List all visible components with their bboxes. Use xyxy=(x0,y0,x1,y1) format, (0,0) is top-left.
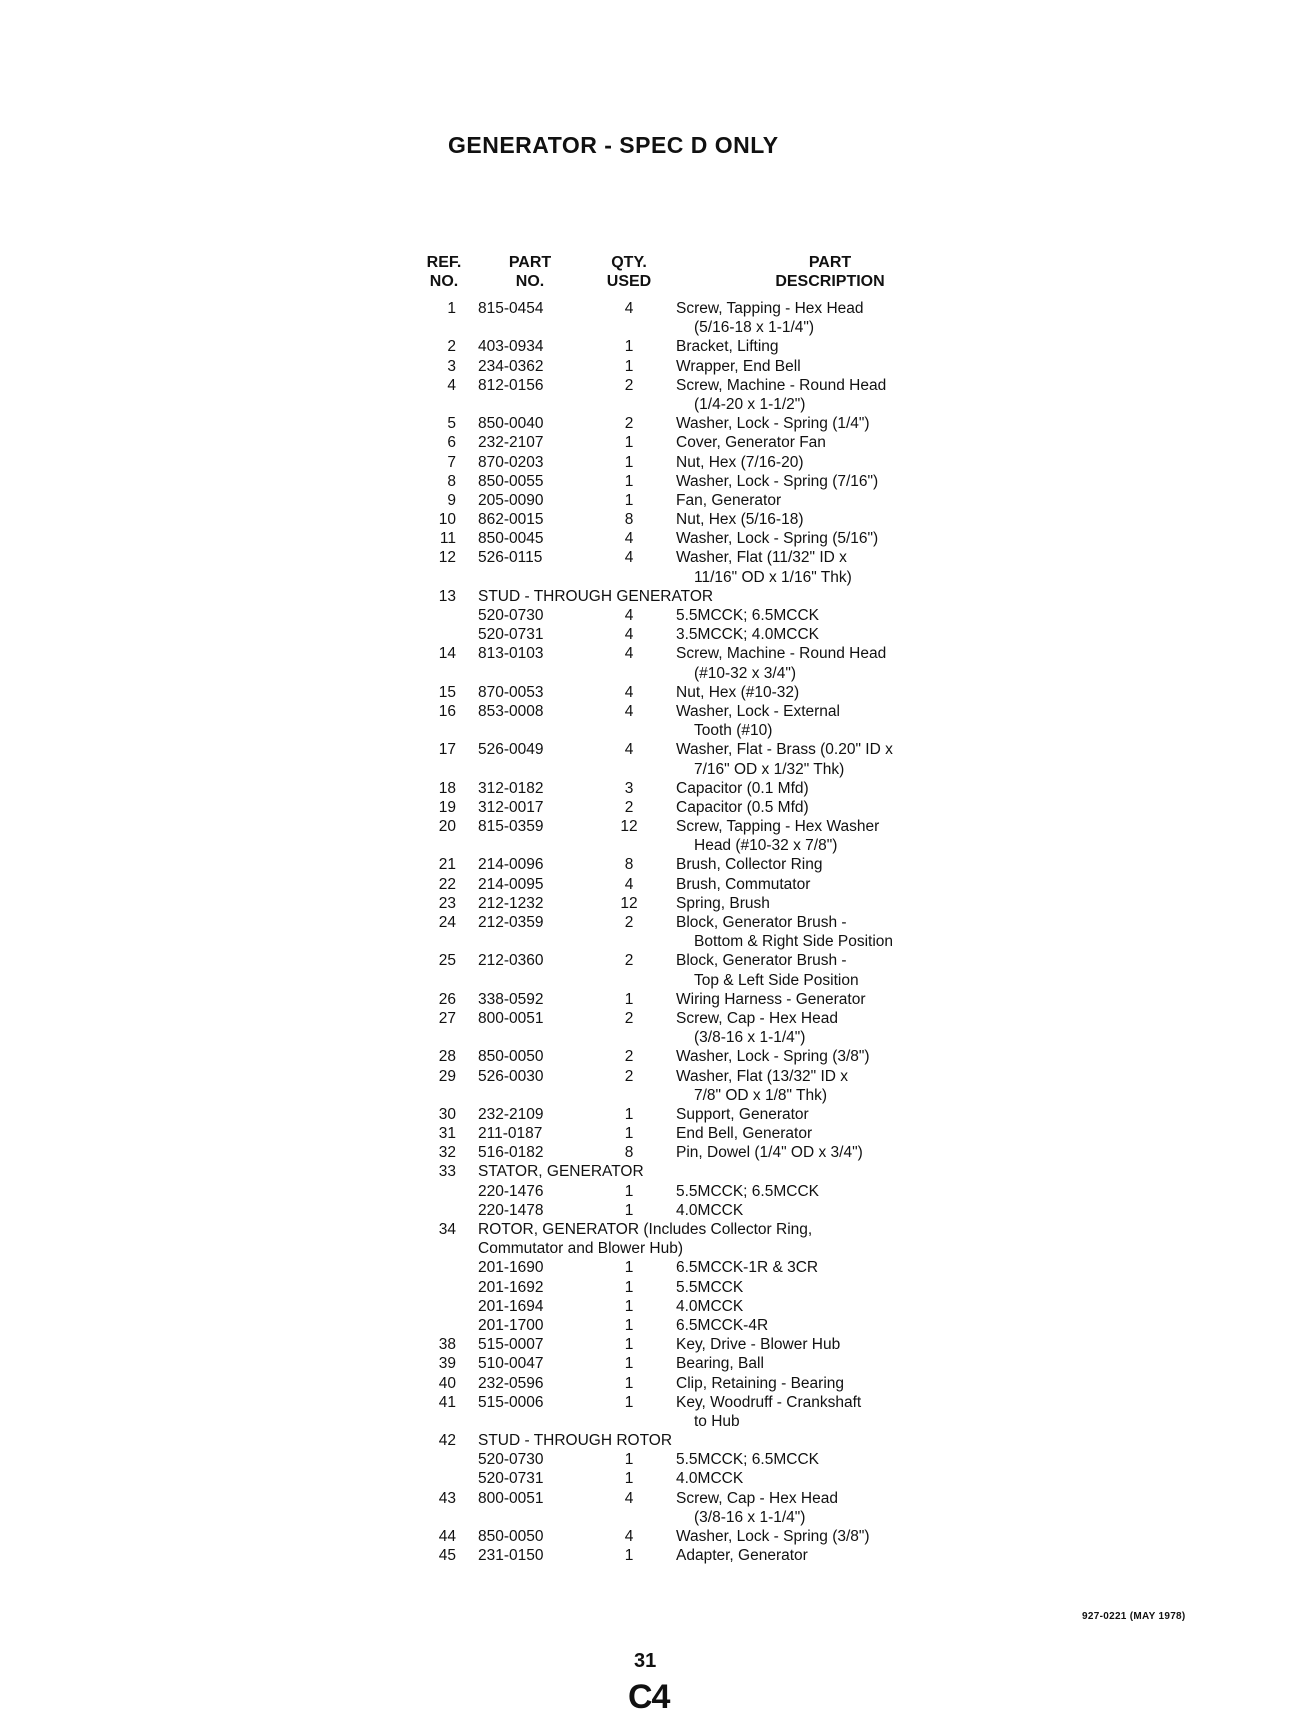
part-description: Bracket, Lifting xyxy=(676,338,779,356)
part-number: 232-2107 xyxy=(478,434,544,452)
part-number: 338-0592 xyxy=(478,990,544,1008)
table-row xyxy=(0,875,1314,894)
part-description-continued: (3/8-16 x 1-1/4") xyxy=(694,1508,806,1526)
quantity-used: 1 xyxy=(624,1470,634,1488)
table-row xyxy=(0,644,1314,663)
part-description-continued: to Hub xyxy=(694,1412,740,1430)
part-number: 211-0187 xyxy=(478,1125,543,1143)
quantity-used: 1 xyxy=(624,338,634,356)
ref-number: 40 xyxy=(438,1374,456,1392)
table-row xyxy=(0,971,1314,990)
ref-number: 30 xyxy=(438,1105,456,1123)
quantity-used: 1 xyxy=(624,1316,634,1334)
part-description: 5.5MCCK; 6.5MCCK xyxy=(676,1182,819,1200)
quantity-used: 1 xyxy=(624,357,634,375)
part-description-continued: (#10-32 x 3/4") xyxy=(694,664,796,682)
part-number: 850-0050 xyxy=(478,1048,544,1066)
part-description: End Bell, Generator xyxy=(676,1125,813,1143)
table-row xyxy=(0,913,1314,932)
part-description: 5.5MCCK; 6.5MCCK xyxy=(676,1451,819,1469)
ref-number: 26 xyxy=(438,990,456,1008)
part-description: Washer, Lock - Spring (3/8") xyxy=(676,1528,870,1545)
header-ref-no: REF. NO. xyxy=(426,254,462,290)
quantity-used: 1 xyxy=(624,1259,634,1277)
part-description: Block, Generator Brush - xyxy=(676,952,847,970)
part-description: Clip, Retaining - Bearing xyxy=(676,1374,845,1392)
table-row xyxy=(0,1124,1314,1143)
part-description-continued: (5/16-18 x 1-1/4") xyxy=(694,319,815,337)
ref-number: 5 xyxy=(447,415,456,433)
part-description-continued: (3/8-16 x 1-1/4") xyxy=(694,1029,806,1047)
quantity-used: 1 xyxy=(624,1278,634,1296)
table-row xyxy=(0,779,1314,798)
table-row xyxy=(0,990,1314,1009)
part-description: Wiring Harness - Generator xyxy=(676,990,866,1008)
quantity-used: 4 xyxy=(624,702,634,720)
part-description: Washer, Flat (11/32" ID x xyxy=(676,549,847,567)
part-number: 520-0730 xyxy=(478,607,544,624)
part-number: 403-0934 xyxy=(478,338,544,356)
part-description: Screw, Machine - Round Head xyxy=(676,376,887,394)
table-row xyxy=(0,1508,1314,1527)
part-description: 6.5MCCK-4R xyxy=(676,1316,769,1334)
quantity-used: 4 xyxy=(624,875,634,893)
part-description-continued: (1/4-20 x 1-1/2") xyxy=(694,395,806,413)
quantity-used: 3 xyxy=(624,779,634,797)
part-description: Washer, Lock - Spring (3/8") xyxy=(676,1048,870,1066)
quantity-used: 1 xyxy=(624,1451,634,1469)
quantity-used: 4 xyxy=(624,530,634,548)
header-part-no: PART NO. xyxy=(508,254,552,290)
quantity-used: 4 xyxy=(624,607,634,624)
table-row xyxy=(0,1086,1314,1105)
table-row xyxy=(0,357,1314,376)
table-row xyxy=(0,510,1314,529)
part-description: Washer, Lock - External xyxy=(676,702,840,720)
ref-number: 15 xyxy=(438,683,456,701)
ref-number: 29 xyxy=(438,1067,456,1085)
quantity-used: 8 xyxy=(624,511,634,529)
part-description: Screw, Tapping - Hex Washer xyxy=(676,818,880,836)
part-description: Cover, Generator Fan xyxy=(676,434,826,452)
ref-number: 22 xyxy=(438,875,456,893)
ref-number: 44 xyxy=(438,1528,456,1545)
part-number: 520-0731 xyxy=(478,626,544,644)
quantity-used: 4 xyxy=(624,741,634,759)
part-description-continued: Head (#10-32 x 7/8") xyxy=(694,837,838,855)
table-row xyxy=(0,529,1314,548)
part-number: 220-1478 xyxy=(478,1201,544,1219)
quantity-used: 1 xyxy=(624,472,634,490)
part-description: Fan, Generator xyxy=(676,491,782,509)
ref-number: 6 xyxy=(447,434,456,452)
quantity-used: 12 xyxy=(620,818,638,836)
ref-number: 43 xyxy=(438,1489,456,1507)
ref-number: 2 xyxy=(447,338,456,356)
table-row xyxy=(0,1354,1314,1373)
part-number: 815-0359 xyxy=(478,818,544,836)
part-description: Capacitor (0.1 Mfd) xyxy=(676,779,809,797)
part-number: 212-0360 xyxy=(478,952,544,970)
quantity-used: 12 xyxy=(620,894,638,912)
table-row xyxy=(0,414,1314,433)
ref-number: 17 xyxy=(438,741,456,759)
table-row xyxy=(0,606,1314,625)
part-description-continued: Bottom & Right Side Position xyxy=(694,933,894,951)
ref-number: 19 xyxy=(438,798,456,816)
ref-number: 20 xyxy=(438,818,456,836)
part-description: Screw, Machine - Round Head xyxy=(676,645,887,663)
part-number: 232-0596 xyxy=(478,1374,544,1392)
part-description: Washer, Lock - Spring (5/16") xyxy=(676,530,879,548)
quantity-used: 2 xyxy=(624,1009,634,1027)
part-number: 201-1692 xyxy=(478,1278,544,1296)
part-description: Washer, Flat (13/32" ID x xyxy=(676,1067,849,1085)
part-description: Washer, Lock - Spring (7/16") xyxy=(676,472,879,490)
table-row xyxy=(0,1009,1314,1028)
table-row xyxy=(0,740,1314,759)
ref-number: 39 xyxy=(438,1355,456,1373)
table-row xyxy=(0,568,1314,587)
ref-number: 33 xyxy=(438,1163,456,1181)
ref-number: 27 xyxy=(438,1009,456,1027)
part-description-continued: Top & Left Side Position xyxy=(694,971,859,989)
table-row xyxy=(0,664,1314,683)
part-description: Washer, Lock - Spring (1/4") xyxy=(676,415,870,433)
quantity-used: 2 xyxy=(624,1067,634,1085)
table-row xyxy=(0,683,1314,702)
quantity-used: 1 xyxy=(624,1182,634,1200)
ref-number: 13 xyxy=(438,587,456,605)
quantity-used: 2 xyxy=(624,914,634,931)
part-number: 526-0049 xyxy=(478,741,544,759)
group-heading: STATOR, GENERATOR xyxy=(478,1163,644,1181)
part-description: Pin, Dowel (1/4" OD x 3/4") xyxy=(676,1144,863,1162)
part-number: 234-0362 xyxy=(478,357,544,375)
table-row xyxy=(0,1450,1314,1469)
table-row xyxy=(0,472,1314,491)
table-row xyxy=(0,625,1314,644)
table-row xyxy=(0,337,1314,356)
quantity-used: 2 xyxy=(624,952,634,970)
table-row xyxy=(0,1316,1314,1335)
part-description: 4.0MCCK xyxy=(676,1470,744,1488)
table-row xyxy=(0,855,1314,874)
part-description: Screw, Cap - Hex Head xyxy=(676,1009,838,1027)
part-number: 862-0015 xyxy=(478,511,544,529)
ref-number: 21 xyxy=(438,856,456,874)
ref-number: 9 xyxy=(447,491,456,509)
part-number: 220-1476 xyxy=(478,1182,544,1200)
part-description: Block, Generator Brush - xyxy=(676,914,847,931)
ref-number: 45 xyxy=(438,1547,456,1565)
quantity-used: 1 xyxy=(624,1374,634,1392)
ref-number: 34 xyxy=(438,1221,456,1238)
part-number: 231-0150 xyxy=(478,1547,544,1565)
table-row xyxy=(0,1258,1314,1277)
part-number: 516-0182 xyxy=(478,1144,544,1162)
header-qty-used: QTY. USED xyxy=(606,254,652,290)
table-header xyxy=(0,253,1314,293)
part-description: Capacitor (0.5 Mfd) xyxy=(676,798,809,816)
table-row xyxy=(0,548,1314,567)
part-description: Screw, Cap - Hex Head xyxy=(676,1489,838,1507)
quantity-used: 2 xyxy=(624,415,634,433)
quantity-used: 1 xyxy=(624,1393,634,1411)
table-row xyxy=(0,1047,1314,1066)
ref-number: 25 xyxy=(438,952,456,970)
part-number: 201-1700 xyxy=(478,1316,544,1334)
ref-number: 23 xyxy=(438,894,456,912)
quantity-used: 4 xyxy=(624,1489,634,1507)
parts-table xyxy=(0,299,1314,1565)
quantity-used: 1 xyxy=(624,1201,634,1219)
part-description-continued: 7/16" OD x 1/32" Thk) xyxy=(694,760,845,778)
part-description-continued: Tooth (#10) xyxy=(694,722,773,740)
table-row xyxy=(0,318,1314,337)
part-description: Washer, Flat - Brass (0.20" ID x xyxy=(676,741,893,759)
ref-number: 12 xyxy=(438,549,456,567)
table-row xyxy=(0,1469,1314,1488)
table-row xyxy=(0,1297,1314,1316)
part-description: 4.0MCCK xyxy=(676,1201,744,1219)
ref-number: 14 xyxy=(438,645,456,663)
table-row xyxy=(0,1393,1314,1412)
part-number: 515-0007 xyxy=(478,1336,544,1354)
table-row xyxy=(0,702,1314,721)
part-number: 212-1232 xyxy=(478,894,544,912)
table-row xyxy=(0,1067,1314,1086)
table-row xyxy=(0,1335,1314,1354)
ref-number: 28 xyxy=(438,1048,456,1066)
ref-number: 38 xyxy=(438,1336,456,1354)
ref-number: 31 xyxy=(438,1125,456,1143)
table-row xyxy=(0,951,1314,970)
part-description: 6.5MCCK-1R & 3CR xyxy=(676,1259,819,1277)
part-number: 853-0008 xyxy=(478,702,544,720)
table-row xyxy=(0,894,1314,913)
ref-number: 8 xyxy=(447,472,456,490)
part-description: 3.5MCCK; 4.0MCCK xyxy=(676,626,819,644)
part-number: 850-0040 xyxy=(478,415,544,433)
quantity-used: 2 xyxy=(624,798,634,816)
ref-number: 11 xyxy=(439,530,456,548)
table-row xyxy=(0,1489,1314,1508)
quantity-used: 2 xyxy=(624,376,634,394)
part-description: 5.5MCCK; 6.5MCCK xyxy=(676,607,819,624)
table-row xyxy=(0,1412,1314,1431)
table-row xyxy=(0,817,1314,836)
group-heading: ROTOR, GENERATOR (Includes Collector Ring, xyxy=(478,1221,813,1238)
table-row xyxy=(0,1143,1314,1162)
part-number: 520-0730 xyxy=(478,1451,544,1469)
ref-number: 16 xyxy=(438,702,456,720)
page-title: GENERATOR - SPEC D ONLY xyxy=(448,132,779,158)
part-number: 813-0103 xyxy=(478,645,544,663)
table-row xyxy=(0,587,1314,606)
ref-number: 41 xyxy=(438,1393,456,1411)
part-number: 812-0156 xyxy=(478,376,544,394)
part-description: Nut, Hex (7/16-20) xyxy=(676,453,804,471)
ref-number: 3 xyxy=(447,357,456,375)
table-row xyxy=(0,1431,1314,1450)
ref-number: 7 xyxy=(447,453,456,471)
part-number: 800-0051 xyxy=(478,1009,544,1027)
part-description: Spring, Brush xyxy=(676,894,770,912)
part-description-continued: 7/8" OD x 1/8" Thk) xyxy=(694,1086,828,1104)
ref-number: 1 xyxy=(447,300,456,317)
section-mark: C4 xyxy=(628,1678,670,1716)
document-code: 927-0221 (MAY 1978) xyxy=(1082,1611,1186,1622)
table-row xyxy=(0,1105,1314,1124)
quantity-used: 1 xyxy=(624,1297,634,1315)
table-row xyxy=(0,1220,1314,1239)
part-number: 201-1694 xyxy=(478,1297,544,1315)
part-number: 526-0115 xyxy=(478,549,543,567)
quantity-used: 4 xyxy=(624,683,634,701)
part-number: 870-0203 xyxy=(478,453,544,471)
ref-number: 24 xyxy=(438,914,456,931)
quantity-used: 1 xyxy=(624,453,634,471)
part-description: Key, Woodruff - Crankshaft xyxy=(676,1393,862,1411)
table-row xyxy=(0,1028,1314,1047)
part-description-continued: 11/16" OD x 1/16" Thk) xyxy=(694,568,852,586)
table-row xyxy=(0,395,1314,414)
part-description: Nut, Hex (#10-32) xyxy=(676,683,800,701)
table-row xyxy=(0,1201,1314,1220)
part-description: Brush, Collector Ring xyxy=(676,856,823,874)
table-row xyxy=(0,1162,1314,1181)
table-row xyxy=(0,932,1314,951)
group-heading: Commutator and Blower Hub) xyxy=(478,1240,684,1258)
table-row xyxy=(0,721,1314,740)
quantity-used: 8 xyxy=(624,856,634,874)
table-row xyxy=(0,760,1314,779)
part-number: 510-0047 xyxy=(478,1355,544,1373)
part-number: 520-0731 xyxy=(478,1470,544,1488)
part-number: 850-0055 xyxy=(478,472,544,490)
quantity-used: 4 xyxy=(624,300,634,317)
part-description: Wrapper, End Bell xyxy=(676,357,801,375)
part-number: 515-0006 xyxy=(478,1393,544,1411)
part-description: Adapter, Generator xyxy=(676,1547,808,1565)
part-number: 312-0017 xyxy=(478,798,544,816)
header-part-description: PART DESCRIPTION xyxy=(775,254,885,290)
ref-number: 10 xyxy=(438,511,456,529)
quantity-used: 2 xyxy=(624,1048,634,1066)
table-row xyxy=(0,836,1314,855)
table-row xyxy=(0,1239,1314,1258)
part-description: Key, Drive - Blower Hub xyxy=(676,1336,841,1354)
part-description: 5.5MCCK xyxy=(676,1278,744,1296)
part-number: 870-0053 xyxy=(478,683,544,701)
quantity-used: 4 xyxy=(624,626,634,644)
group-heading: STUD - THROUGH GENERATOR xyxy=(478,587,714,605)
part-number: 212-0359 xyxy=(478,914,544,931)
part-description: Bearing, Ball xyxy=(676,1355,764,1373)
part-number: 850-0045 xyxy=(478,530,544,548)
quantity-used: 1 xyxy=(624,491,634,509)
part-number: 526-0030 xyxy=(478,1067,544,1085)
part-number: 214-0095 xyxy=(478,875,544,893)
quantity-used: 1 xyxy=(624,1336,634,1354)
part-description: 4.0MCCK xyxy=(676,1297,744,1315)
quantity-used: 1 xyxy=(624,1105,634,1123)
part-number: 214-0096 xyxy=(478,856,544,874)
table-row xyxy=(0,1374,1314,1393)
table-row xyxy=(0,1527,1314,1546)
part-number: 201-1690 xyxy=(478,1259,544,1277)
quantity-used: 4 xyxy=(624,549,634,567)
part-number: 232-2109 xyxy=(478,1105,544,1123)
table-row xyxy=(0,1182,1314,1201)
ref-number: 4 xyxy=(447,376,456,394)
ref-number: 42 xyxy=(438,1432,456,1450)
table-row xyxy=(0,433,1314,452)
quantity-used: 1 xyxy=(624,434,634,452)
table-row xyxy=(0,453,1314,472)
quantity-used: 1 xyxy=(624,1125,634,1143)
part-description: Nut, Hex (5/16-18) xyxy=(676,511,804,529)
table-row xyxy=(0,1278,1314,1297)
part-number: 815-0454 xyxy=(478,300,544,317)
page-number: 31 xyxy=(634,1650,657,1672)
part-description: Brush, Commutator xyxy=(676,875,811,893)
group-heading: STUD - THROUGH ROTOR xyxy=(478,1432,673,1450)
table-row xyxy=(0,376,1314,395)
quantity-used: 4 xyxy=(624,645,634,663)
part-number: 312-0182 xyxy=(478,779,544,797)
part-number: 800-0051 xyxy=(478,1489,544,1507)
part-number: 850-0050 xyxy=(478,1528,544,1545)
table-row xyxy=(0,798,1314,817)
part-description: Support, Generator xyxy=(676,1105,809,1123)
ref-number: 18 xyxy=(438,779,456,797)
quantity-used: 8 xyxy=(624,1144,634,1162)
table-row xyxy=(0,1546,1314,1565)
part-number: 205-0090 xyxy=(478,491,544,509)
quantity-used: 4 xyxy=(624,1528,634,1545)
quantity-used: 1 xyxy=(624,990,634,1008)
ref-number: 32 xyxy=(438,1144,456,1162)
quantity-used: 1 xyxy=(624,1547,634,1565)
quantity-used: 1 xyxy=(624,1355,634,1373)
table-row xyxy=(0,491,1314,510)
table-row xyxy=(0,299,1314,318)
part-description: Screw, Tapping - Hex Head xyxy=(676,300,864,317)
